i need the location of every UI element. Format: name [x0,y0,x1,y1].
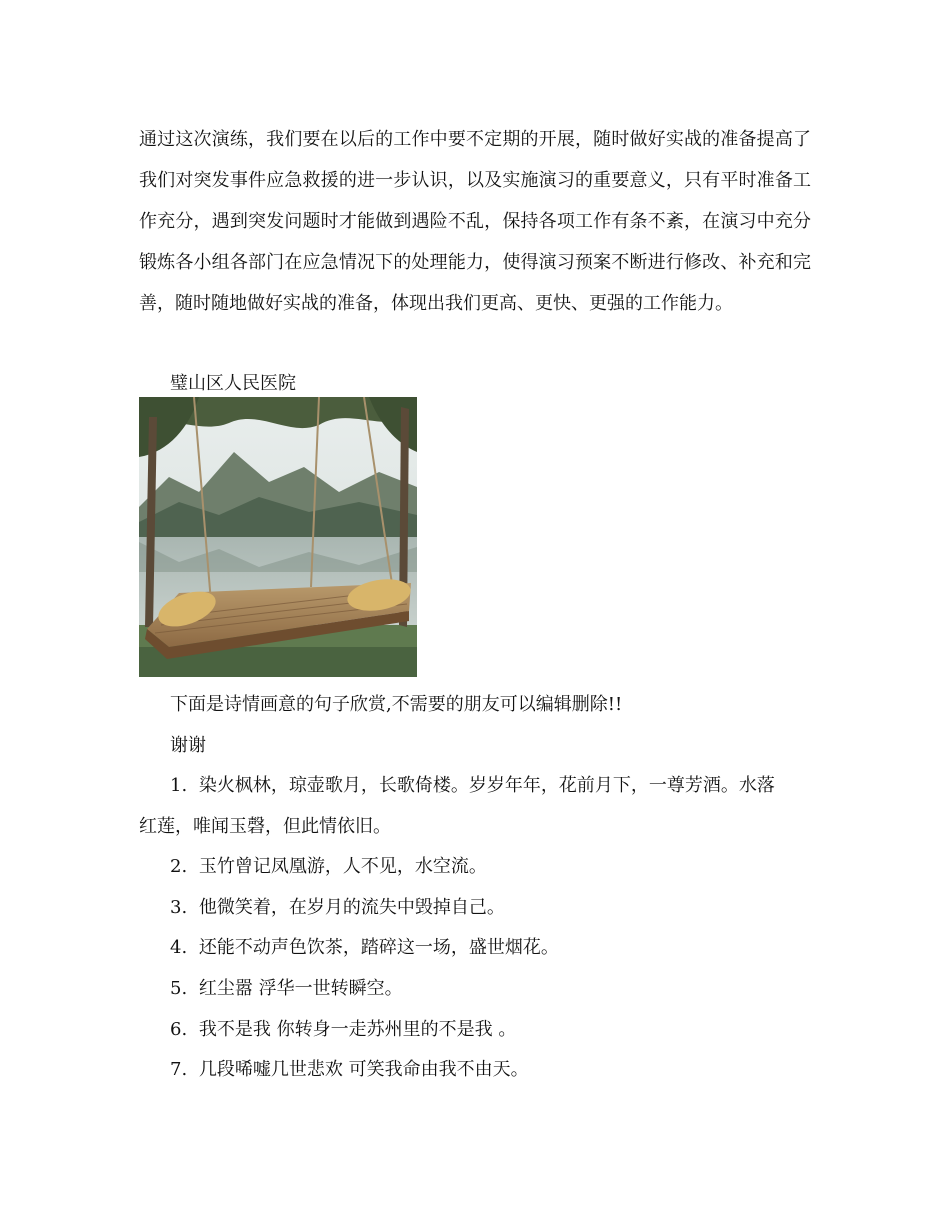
poem-number: 7. [170,1059,188,1080]
poem-item-6 [170,1018,516,1042]
poem-text-line2: 红莲，唯闻玉磬，但此情依旧。 [139,816,391,837]
poem-item-5 [170,977,403,1001]
poem-item-1 [170,774,775,798]
signature: 璧山区人民医院 [170,373,296,394]
poem-text: 我不是我 你转身一走苏州里的不是我 。 [198,1019,517,1040]
poem-item-7 [170,1058,529,1082]
poem-number: 5. [170,978,188,999]
poem-number: 2. [170,856,188,877]
lake-swing-illustration [139,397,417,677]
poem-item-2 [170,855,487,879]
poem-item-4 [170,936,559,960]
poem-number: 3. [170,897,188,918]
poem-number: 1. [170,775,188,796]
notice-text: 下面是诗情画意的句子欣赏,不需要的朋友可以编辑删除!! [170,694,623,715]
poem-number: 6. [170,1019,188,1040]
poem-text-line1: 染火枫林，琼壶歌月，长歌倚楼。岁岁年年，花前月下，一尊芳酒。水落 [198,775,775,796]
poem-text: 他微笑着，在岁月的流失中毁掉自己。 [198,897,505,918]
poem-text: 还能不动声色饮茶，踏碎这一场，盛世烟花。 [198,937,559,958]
poem-text: 几段唏嘘几世悲欢 可笑我命由我不由天。 [198,1059,529,1080]
poem-number: 4. [170,937,188,958]
poem-text: 红尘嚣 浮华一世转瞬空。 [198,978,403,999]
lake-swing-photo [139,397,417,677]
thanks-text: 谢谢 [170,735,206,756]
poem-text: 玉竹曾记凤凰游，人不见，水空流。 [198,856,487,877]
intro-paragraph: 通过这次演练，我们要在以后的工作中要不定期的开展，随时做好实战的准备提高了我们对突发事件应急救援的进一步认识，以及实施演习的重要意义，只有平时准备工作充分，遇到突发问题时才能做到遇险不乱，保持各项工作有条不紊，在演习中充分锻炼各小组各部门在应急情况下的处理能力，使得演习预案不断进行修改、补充和完善，随时随地做好实战的准备，体现出我们更高、更快、更强的工作能力。 [139,129,811,314]
poem-item-3 [170,896,505,920]
